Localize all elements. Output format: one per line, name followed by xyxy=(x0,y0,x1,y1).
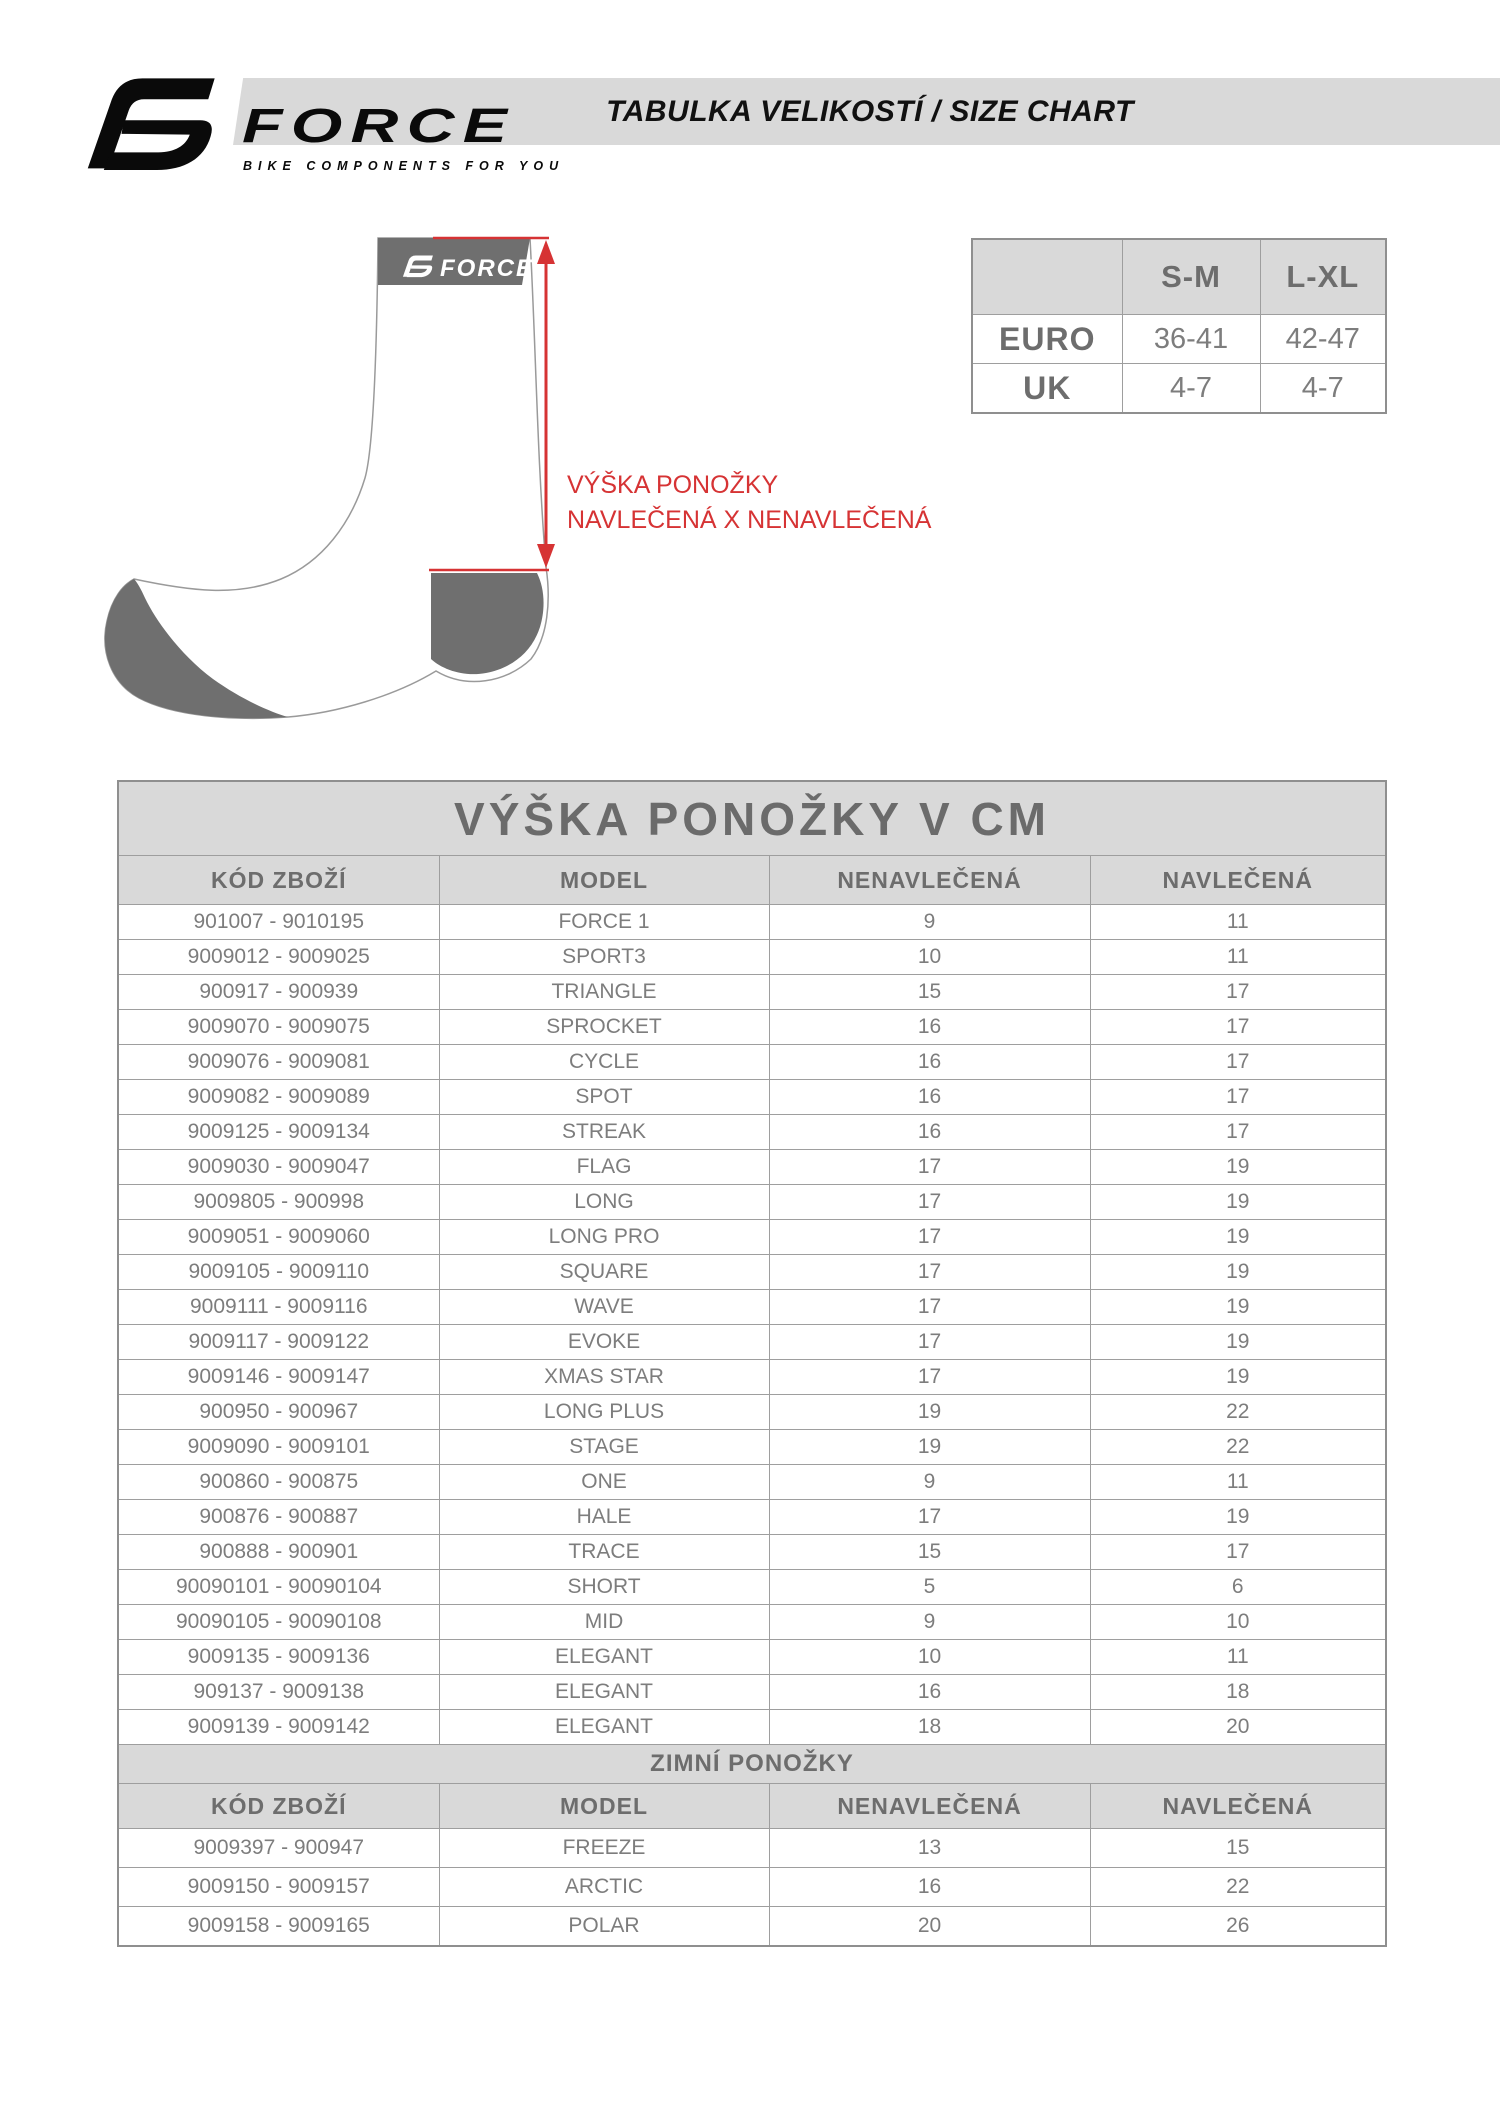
navlecena-cell: 22 xyxy=(1090,1868,1386,1907)
table-row xyxy=(118,1500,1386,1535)
model-cell: ELEGANT xyxy=(439,1675,769,1710)
nenavlecena-cell: 17 xyxy=(769,1220,1090,1255)
navlecena-cell: 19 xyxy=(1090,1185,1386,1220)
code-cell: 9009105 - 9009110 xyxy=(118,1255,439,1290)
winter-section-title: ZIMNÍ PONOŽKY xyxy=(118,1745,1386,1784)
model-cell: FORCE 1 xyxy=(439,905,769,940)
table-row xyxy=(118,905,1386,940)
size-column-header xyxy=(972,239,1122,315)
code-cell: 9009117 - 9009122 xyxy=(118,1325,439,1360)
navlecena-cell: 18 xyxy=(1090,1675,1386,1710)
size-value: 42-47 xyxy=(1260,315,1386,364)
model-cell: FLAG xyxy=(439,1150,769,1185)
cuff-logo-text: FORCE xyxy=(440,255,534,282)
nenavlecena-cell: 19 xyxy=(769,1430,1090,1465)
column-header: NAVLEČENÁ xyxy=(1090,856,1386,905)
navlecena-cell: 17 xyxy=(1090,1115,1386,1150)
table-row xyxy=(118,1430,1386,1465)
size-header-row xyxy=(972,239,1386,315)
code-cell: 900950 - 900967 xyxy=(118,1395,439,1430)
code-cell: 9009146 - 9009147 xyxy=(118,1360,439,1395)
size-value: 4-7 xyxy=(1260,364,1386,414)
nenavlecena-cell: 9 xyxy=(769,1465,1090,1500)
size-row xyxy=(972,315,1386,364)
nenavlecena-cell: 9 xyxy=(769,1605,1090,1640)
model-cell: POLAR xyxy=(439,1907,769,1947)
code-cell: 9009051 - 9009060 xyxy=(118,1220,439,1255)
table-row xyxy=(118,1675,1386,1710)
navlecena-cell: 17 xyxy=(1090,1535,1386,1570)
navlecena-cell: 11 xyxy=(1090,940,1386,975)
table-title-row xyxy=(118,781,1386,856)
table-row xyxy=(118,1080,1386,1115)
model-cell: EVOKE xyxy=(439,1325,769,1360)
nenavlecena-cell: 17 xyxy=(769,1185,1090,1220)
navlecena-cell: 19 xyxy=(1090,1220,1386,1255)
nenavlecena-cell: 15 xyxy=(769,975,1090,1010)
navlecena-cell: 10 xyxy=(1090,1605,1386,1640)
nenavlecena-cell: 17 xyxy=(769,1150,1090,1185)
table-row xyxy=(118,1868,1386,1907)
table-row xyxy=(118,1290,1386,1325)
sock-height-caption xyxy=(567,468,987,538)
table-row xyxy=(118,1605,1386,1640)
nenavlecena-cell: 16 xyxy=(769,1675,1090,1710)
page-title: TABULKA VELIKOSTÍ / SIZE CHART xyxy=(606,95,1134,128)
navlecena-cell: 19 xyxy=(1090,1325,1386,1360)
table-row xyxy=(118,1640,1386,1675)
winter-section-row xyxy=(118,1745,1386,1784)
navlecena-cell: 22 xyxy=(1090,1395,1386,1430)
nenavlecena-cell: 17 xyxy=(769,1500,1090,1535)
table-row xyxy=(118,1360,1386,1395)
model-cell: SPROCKET xyxy=(439,1010,769,1045)
column-header-row xyxy=(118,856,1386,905)
nenavlecena-cell: 16 xyxy=(769,1010,1090,1045)
code-cell: 900917 - 900939 xyxy=(118,975,439,1010)
nenavlecena-cell: 5 xyxy=(769,1570,1090,1605)
navlecena-cell: 17 xyxy=(1090,1010,1386,1045)
nenavlecena-cell: 20 xyxy=(769,1907,1090,1947)
code-cell: 9009030 - 9009047 xyxy=(118,1150,439,1185)
code-cell: 9009076 - 9009081 xyxy=(118,1045,439,1080)
nenavlecena-cell: 9 xyxy=(769,905,1090,940)
code-cell: 9009125 - 9009134 xyxy=(118,1115,439,1150)
code-cell: 90090105 - 90090108 xyxy=(118,1605,439,1640)
table-row xyxy=(118,1045,1386,1080)
size-row-label: UK xyxy=(972,364,1122,414)
size-value: 4-7 xyxy=(1122,364,1260,414)
model-cell: ELEGANT xyxy=(439,1710,769,1745)
nenavlecena-cell: 10 xyxy=(769,940,1090,975)
table-row xyxy=(118,1185,1386,1220)
navlecena-cell: 17 xyxy=(1090,975,1386,1010)
nenavlecena-cell: 17 xyxy=(769,1290,1090,1325)
nenavlecena-cell: 15 xyxy=(769,1535,1090,1570)
size-table xyxy=(971,238,1387,414)
model-cell: XMAS STAR xyxy=(439,1360,769,1395)
column-header-row xyxy=(118,1784,1386,1829)
table-row xyxy=(118,1395,1386,1430)
column-header: NAVLEČENÁ xyxy=(1090,1784,1386,1829)
code-cell: 9009158 - 9009165 xyxy=(118,1907,439,1947)
navlecena-cell: 11 xyxy=(1090,1465,1386,1500)
nenavlecena-cell: 17 xyxy=(769,1255,1090,1290)
nenavlecena-cell: 13 xyxy=(769,1829,1090,1868)
model-cell: SHORT xyxy=(439,1570,769,1605)
height-table xyxy=(117,780,1387,1947)
caption-line-2: NAVLEČENÁ X NENAVLEČENÁ xyxy=(567,506,932,534)
code-cell: 9009070 - 9009075 xyxy=(118,1010,439,1045)
table-row xyxy=(118,1570,1386,1605)
table-row xyxy=(118,1325,1386,1360)
navlecena-cell: 11 xyxy=(1090,905,1386,940)
navlecena-cell: 17 xyxy=(1090,1080,1386,1115)
model-cell: MID xyxy=(439,1605,769,1640)
table-row xyxy=(118,1465,1386,1500)
code-cell: 909137 - 9009138 xyxy=(118,1675,439,1710)
nenavlecena-cell: 16 xyxy=(769,1045,1090,1080)
column-header: MODEL xyxy=(439,856,769,905)
caption-line-1: VÝŠKA PONOŽKY xyxy=(567,471,779,499)
brand-wordmark: FORCE xyxy=(242,100,516,153)
navlecena-cell: 20 xyxy=(1090,1710,1386,1745)
nenavlecena-cell: 17 xyxy=(769,1360,1090,1395)
column-header: KÓD ZBOŽÍ xyxy=(118,856,439,905)
model-cell: STAGE xyxy=(439,1430,769,1465)
navlecena-cell: 6 xyxy=(1090,1570,1386,1605)
navlecena-cell: 11 xyxy=(1090,1640,1386,1675)
code-cell: 9009135 - 9009136 xyxy=(118,1640,439,1675)
model-cell: CYCLE xyxy=(439,1045,769,1080)
code-cell: 900876 - 900887 xyxy=(118,1500,439,1535)
navlecena-cell: 19 xyxy=(1090,1150,1386,1185)
table-row xyxy=(118,1115,1386,1150)
navlecena-cell: 22 xyxy=(1090,1430,1386,1465)
navlecena-cell: 19 xyxy=(1090,1255,1386,1290)
code-cell: 9009397 - 900947 xyxy=(118,1829,439,1868)
size-row-label: EURO xyxy=(972,315,1122,364)
nenavlecena-cell: 17 xyxy=(769,1325,1090,1360)
force-f-icon xyxy=(62,72,234,170)
sock-illustration xyxy=(85,200,645,730)
size-value: 36-41 xyxy=(1122,315,1260,364)
nenavlecena-cell: 16 xyxy=(769,1080,1090,1115)
table-row xyxy=(118,1220,1386,1255)
table-row xyxy=(118,975,1386,1010)
model-cell: ELEGANT xyxy=(439,1640,769,1675)
size-row xyxy=(972,364,1386,414)
code-cell: 9009139 - 9009142 xyxy=(118,1710,439,1745)
model-cell: LONG PLUS xyxy=(439,1395,769,1430)
model-cell: SPOT xyxy=(439,1080,769,1115)
table-row xyxy=(118,1535,1386,1570)
model-cell: SQUARE xyxy=(439,1255,769,1290)
size-column-header: S-M xyxy=(1122,239,1260,315)
model-cell: LONG xyxy=(439,1185,769,1220)
model-cell: WAVE xyxy=(439,1290,769,1325)
column-header: MODEL xyxy=(439,1784,769,1829)
code-cell: 90090101 - 90090104 xyxy=(118,1570,439,1605)
code-cell: 9009090 - 9009101 xyxy=(118,1430,439,1465)
code-cell: 9009012 - 9009025 xyxy=(118,940,439,975)
model-cell: FREEZE xyxy=(439,1829,769,1868)
navlecena-cell: 17 xyxy=(1090,1045,1386,1080)
code-cell: 9009805 - 900998 xyxy=(118,1185,439,1220)
column-header: KÓD ZBOŽÍ xyxy=(118,1784,439,1829)
brand-tagline: BIKE COMPONENTS FOR YOU xyxy=(243,159,565,173)
navlecena-cell: 19 xyxy=(1090,1500,1386,1535)
table-row xyxy=(118,1907,1386,1947)
model-cell: LONG PRO xyxy=(439,1220,769,1255)
column-header: NENAVLEČENÁ xyxy=(769,856,1090,905)
nenavlecena-cell: 10 xyxy=(769,1640,1090,1675)
model-cell: ARCTIC xyxy=(439,1868,769,1907)
code-cell: 901007 - 9010195 xyxy=(118,905,439,940)
code-cell: 900860 - 900875 xyxy=(118,1465,439,1500)
navlecena-cell: 15 xyxy=(1090,1829,1386,1868)
table-row xyxy=(118,1829,1386,1868)
model-cell: STREAK xyxy=(439,1115,769,1150)
table-row xyxy=(118,940,1386,975)
navlecena-cell: 19 xyxy=(1090,1290,1386,1325)
table-row xyxy=(118,1710,1386,1745)
size-column-header: L-XL xyxy=(1260,239,1386,315)
model-cell: ONE xyxy=(439,1465,769,1500)
model-cell: HALE xyxy=(439,1500,769,1535)
column-header: NENAVLEČENÁ xyxy=(769,1784,1090,1829)
model-cell: TRACE xyxy=(439,1535,769,1570)
code-cell: 9009150 - 9009157 xyxy=(118,1868,439,1907)
table-row xyxy=(118,1150,1386,1185)
code-cell: 9009111 - 9009116 xyxy=(118,1290,439,1325)
table-row xyxy=(118,1255,1386,1290)
nenavlecena-cell: 16 xyxy=(769,1868,1090,1907)
table-row xyxy=(118,1010,1386,1045)
table-title: VÝŠKA PONOŽKY V CM xyxy=(118,781,1386,856)
nenavlecena-cell: 16 xyxy=(769,1115,1090,1150)
code-cell: 9009082 - 9009089 xyxy=(118,1080,439,1115)
navlecena-cell: 19 xyxy=(1090,1360,1386,1395)
nenavlecena-cell: 19 xyxy=(769,1395,1090,1430)
nenavlecena-cell: 18 xyxy=(769,1710,1090,1745)
navlecena-cell: 26 xyxy=(1090,1907,1386,1947)
model-cell: TRIANGLE xyxy=(439,975,769,1010)
model-cell: SPORT3 xyxy=(439,940,769,975)
code-cell: 900888 - 900901 xyxy=(118,1535,439,1570)
